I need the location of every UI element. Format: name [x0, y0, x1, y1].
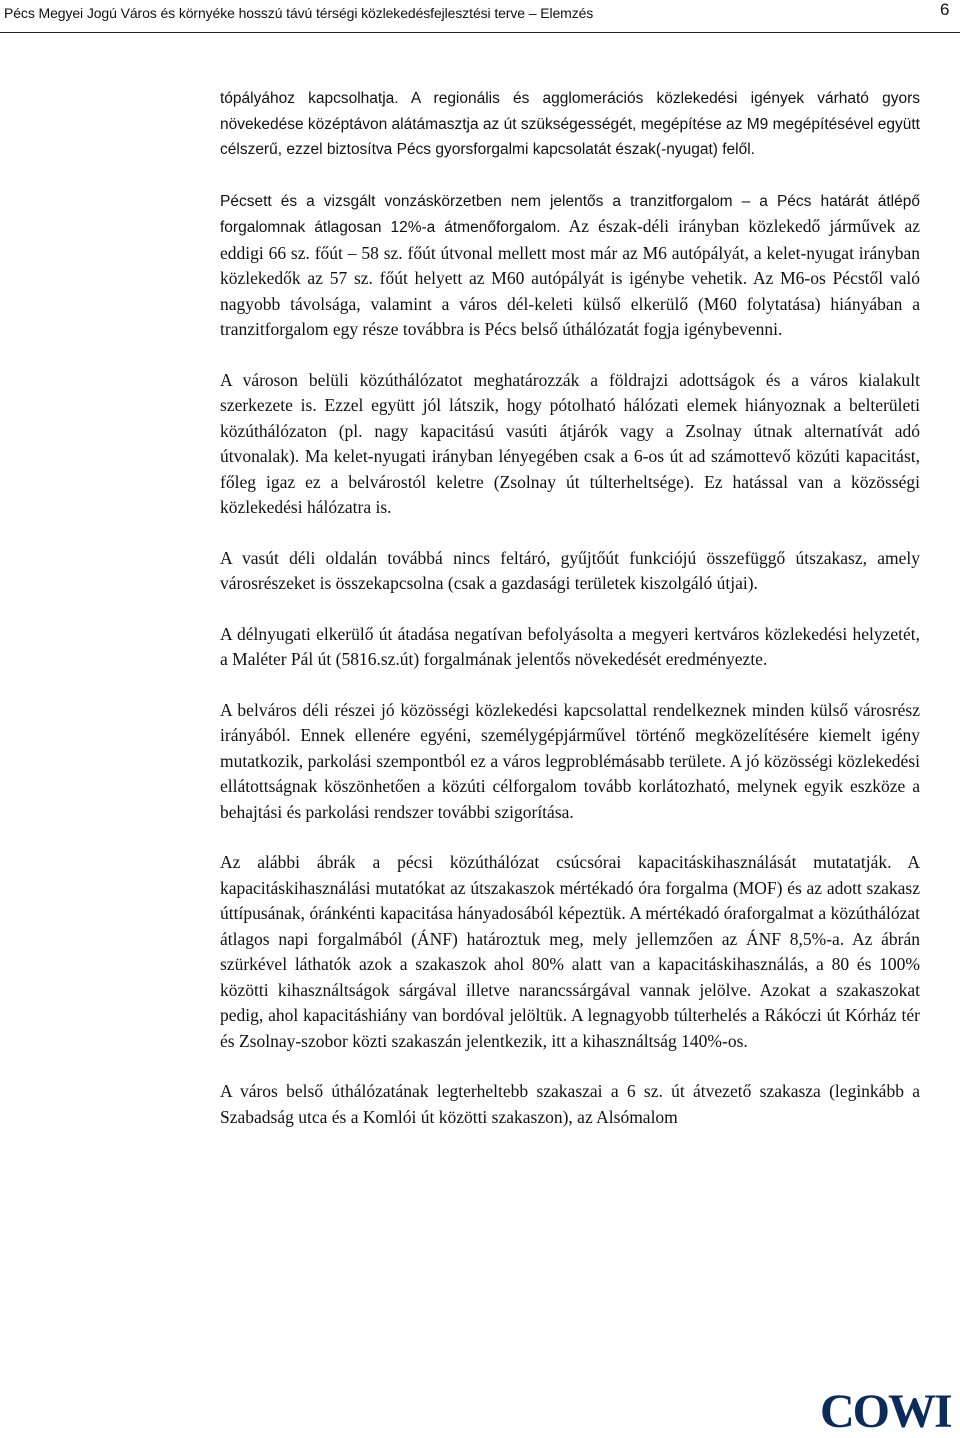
- cowi-logo: COWI: [820, 1385, 951, 1438]
- paragraph-6: A belváros déli részei jó közösségi közlekedési kapcsolattal rendelkeznek minden külső városrész irányából. Ennek ellenére egyéni, személygépjárművel történő megközelítésére kiemelt igény mutatkozik, parkolási szempontból ez a város legproblémásabb területe. A jó közösségi közlekedési ellátottságnak köszönhetően a közúti célforgalom tovább korlátozható, melynek egyik eszköze a behajtási és parkolási rendszer további szigorítása.: [220, 699, 920, 822]
- paragraph-7: Az alábbi ábrák a pécsi közúthálózat csúcsórai kapacitáskihasználását mutatatják. A kapacitáskihasználási mutatókat az útszakaszok mértékadó óra forgalma (MOF) és az adott szakasz úttípusának, óránkénti kapacitása hányadosából képeztük. A mértékadó óraforgalmat a közúthálózat átlagos napi forgalmából (ÁNF) határoztuk meg, mely jellemzően az ÁNF 8,5%-a. Az ábrán szürkével láthatók azok a szakaszok ahol 80% alatt van a kapacitáskihasználás, a 80 és 100% közötti kihasználtságok sárgával illetve narancssárgával vannak jelölve. Azokat a szakaszokat pedig, ahol kapacitáshiány van bordóval jelöltük. A legnagyobb túlterhelés a Rákóczi út Kórház tér és Zsolnay-szobor közti szakaszán jelentkezik, itt a kihasználtság 140%-os.: [220, 852, 920, 1051]
- paragraph-2-rest: Az észak-déli irányban közlekedő járművek az eddigi 66 sz. főút – 58 sz. főút útvonal mellett most már az M6 autópályát, a kelet-nyugat irányban közlekedők az 57 sz. főút helyett az M60 autópályát is igénybe vehetik. Az M6-os Pécstől való nagyobb távolsága, valamint a város dél-keleti külső elkerülő (M60 folytatása) hiányában a tranzitforgalom egy része továbbra is Pécs belső úthálózatát fogja igénybevenni.: [220, 216, 920, 339]
- page-header: [0, 0, 960, 33]
- paragraph-4: A vasút déli oldalán továbbá nincs feltáró, gyűjtőút funkciójú összefüggő útszakasz, amely városrészeket is összekapcsolna (csak a gazdasági területek kiszolgáló útjai).: [220, 547, 920, 593]
- paragraph-1: tópályához kapcsolhatja. A regionális és agglomerációs közlekedési igények várható gyors növekedése középtávon alátámasztja az út szükségességét, megépítése az M9 megépítésével együtt célszerű, ezzel biztosítva Pécs gyorsforgalmi kapcsolatát észak(-nyugat) felől.: [220, 90, 920, 158]
- paragraph-3: A városon belüli közúthálózatot meghatározzák a földrajzi adottságok és a város kialakult szerkezete is. Ezzel együtt jól látszik, hogy pótolható hálózati elemek hiányoznak a belterületi közúthálózaton (pl. nagy kapacitású vasúti átjárók vagy a Zsolnay útnak alternatívát adó útvonalak). Ma kelet-nyugati irányban lényegében csak a 6-os út ad számottevő közúti kapacitást, főleg igaz ez a belvárostól keletre (Zsolnay út túlterheltsége). Ez hatással van a közösségi közlekedési hálózatra is.: [220, 369, 920, 517]
- paragraph-8: A város belső úthálózatának legterheltebb szakaszai a 6 sz. út átvezető szakasza (leginkább a Szabadság utca és a Komlói út közötti szakaszon), az Alsómalom: [220, 1081, 920, 1127]
- paragraph-2: [220, 188, 920, 343]
- document-body: [220, 86, 920, 1155]
- paragraph-2-lead: Pécsett és a vizsgált vonzáskörzetben nem jelentős a tranzitforgalom – a Pécs határát átlépő forgalomnak átlagosan 12%-a átmenőforgalom.: [220, 192, 920, 236]
- paragraph-5: A délnyugati elkerülő út átadása negatívan befolyásolta a megyeri kertváros közlekedési helyzetét, a Maléter Pál út (5816.sz.út) forgalmának jelentős növekedését eredményezte.: [220, 623, 920, 669]
- page-number: 6: [940, 0, 950, 19]
- header-title: Pécs Megyei Jogú Város és környéke hosszú távú térségi közlekedésfejlesztési terve – Elemzés: [4, 5, 594, 21]
